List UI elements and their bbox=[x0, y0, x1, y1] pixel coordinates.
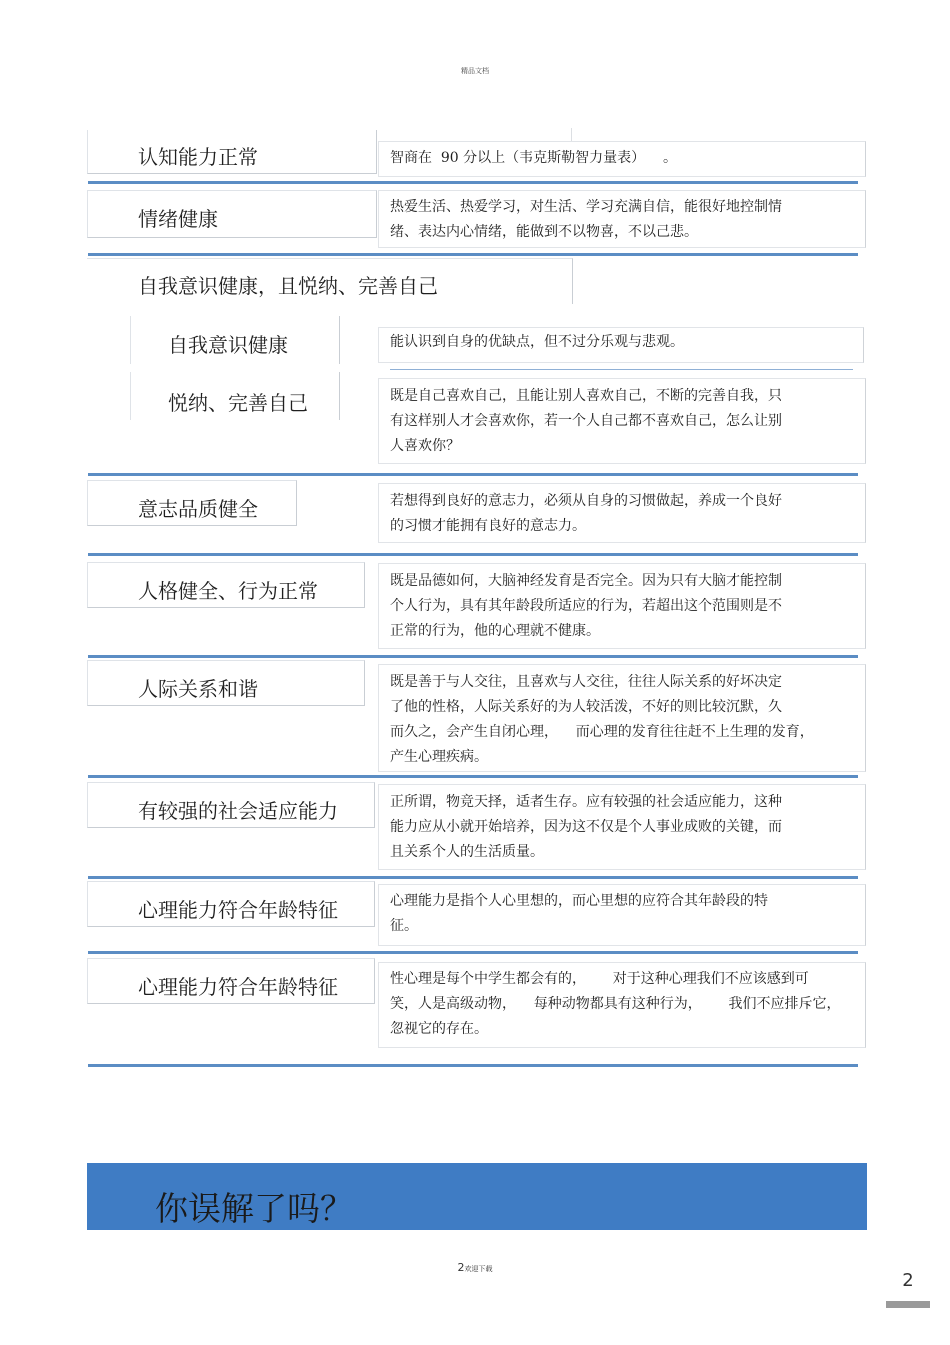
section-separator bbox=[88, 876, 858, 879]
row-label: 意志品质健全 bbox=[138, 497, 258, 521]
footer-number: 2 bbox=[457, 1261, 465, 1274]
row-desc-line: 的习惯才能拥有良好的意志力。 bbox=[390, 518, 586, 534]
section-separator bbox=[88, 473, 858, 476]
page-footer bbox=[0, 1261, 950, 1274]
section-separator bbox=[88, 253, 858, 256]
row-desc-line: 且关系个人的生活质量。 bbox=[390, 844, 544, 860]
row-label: 心理能力符合年龄特征 bbox=[138, 975, 338, 999]
row-label: 情绪健康 bbox=[138, 207, 218, 231]
row-desc-line: 能力应从小就开始培养，因为这不仅是个人事业成败的关键，而 bbox=[390, 819, 782, 835]
row-label: 认知能力正常 bbox=[138, 145, 258, 169]
row-desc-line: 征。 bbox=[390, 918, 418, 934]
page-number-bar bbox=[886, 1301, 930, 1308]
row-desc-line: 心理能力是指个人心里想的，而心里想的应符合其年龄段的特 bbox=[390, 893, 768, 909]
row-desc-line: 个人行为，具有其年龄段所适应的行为，若超出这个范围则是不 bbox=[390, 598, 782, 614]
row-desc-line: 而久之，会产生自闭心理， 而心理的发育往往赶不上生理的发育， bbox=[390, 724, 814, 740]
label-box bbox=[87, 190, 377, 238]
row-desc-line: 能认识到自身的优缺点，但不过分乐观与悲观。 bbox=[390, 334, 684, 350]
row-desc-line: 性心理是每个中学生都会有的， 对于这种心理我们不应该感到可 bbox=[390, 971, 809, 987]
row-desc-line: 既是善于与人交往，且喜欢与人交往，往往人际关系的好坏决定 bbox=[390, 674, 782, 690]
row-desc-line: 既是自己喜欢自己，且能让别人喜欢自己，不断的完善自我，只 bbox=[390, 388, 782, 404]
row-label: 自我意识健康 bbox=[168, 333, 288, 357]
row-desc-line: 了他的性格，人际关系好的为人较活泼，不好的则比较沉默，久 bbox=[390, 699, 782, 715]
row-label: 自我意识健康，且悦纳、完善自己 bbox=[138, 274, 438, 298]
page-header: 精品文档 bbox=[461, 67, 489, 75]
row-label: 心理能力符合年龄特征 bbox=[138, 898, 338, 922]
row-desc-line: 忽视它的存在。 bbox=[390, 1021, 488, 1037]
footer-text: 欢迎下载 bbox=[464, 1265, 493, 1273]
section-separator bbox=[88, 181, 858, 184]
page-number: 2 bbox=[902, 1270, 914, 1291]
row-label: 人格健全、行为正常 bbox=[138, 579, 318, 603]
row-desc-line: 笑，人是高级动物， 每种动物都具有这种行为， 我们不应排斥它， bbox=[390, 996, 841, 1012]
row-desc-line: 热爱生活、热爱学习，对生活、学习充满自信，能很好地控制情 bbox=[390, 199, 782, 215]
divider bbox=[571, 128, 572, 142]
row-label: 悦纳、完善自己 bbox=[168, 391, 308, 415]
row-desc-line: 绪、表达内心情绪，能做到不以物喜，不以己悲。 bbox=[390, 224, 698, 240]
row-desc-line: 产生心理疾病。 bbox=[390, 749, 488, 765]
section-separator bbox=[88, 951, 858, 954]
row-desc-line: 正常的行为，他的心理就不健康。 bbox=[390, 623, 600, 639]
banner-title: 你误解了吗？ bbox=[155, 1189, 353, 1228]
section-separator bbox=[88, 1064, 858, 1067]
row-label: 有较强的社会适应能力 bbox=[138, 799, 338, 823]
row-desc-line: 有这样别人才会喜欢你，若一个人自己都不喜欢自己，怎么让别 bbox=[390, 413, 782, 429]
row-desc-line: 若想得到良好的意志力，必须从自身的习惯做起，养成一个良好 bbox=[390, 493, 782, 509]
section-separator bbox=[88, 775, 858, 778]
section-separator bbox=[88, 655, 858, 658]
section-separator bbox=[88, 553, 858, 556]
row-desc-line: 既是品德如何，大脑神经发育是否完全。因为只有大脑才能控制 bbox=[390, 573, 782, 589]
row-desc-line: 智商在 90 分以上（韦克斯勒智力量表） 。 bbox=[390, 150, 677, 166]
row-desc-line: 人喜欢你？ bbox=[390, 438, 460, 454]
row-desc-line: 正所谓，物竞天择，适者生存。应有较强的社会适应能力，这种 bbox=[390, 794, 782, 810]
row-label: 人际关系和谐 bbox=[138, 677, 258, 701]
sub-separator bbox=[390, 369, 853, 370]
